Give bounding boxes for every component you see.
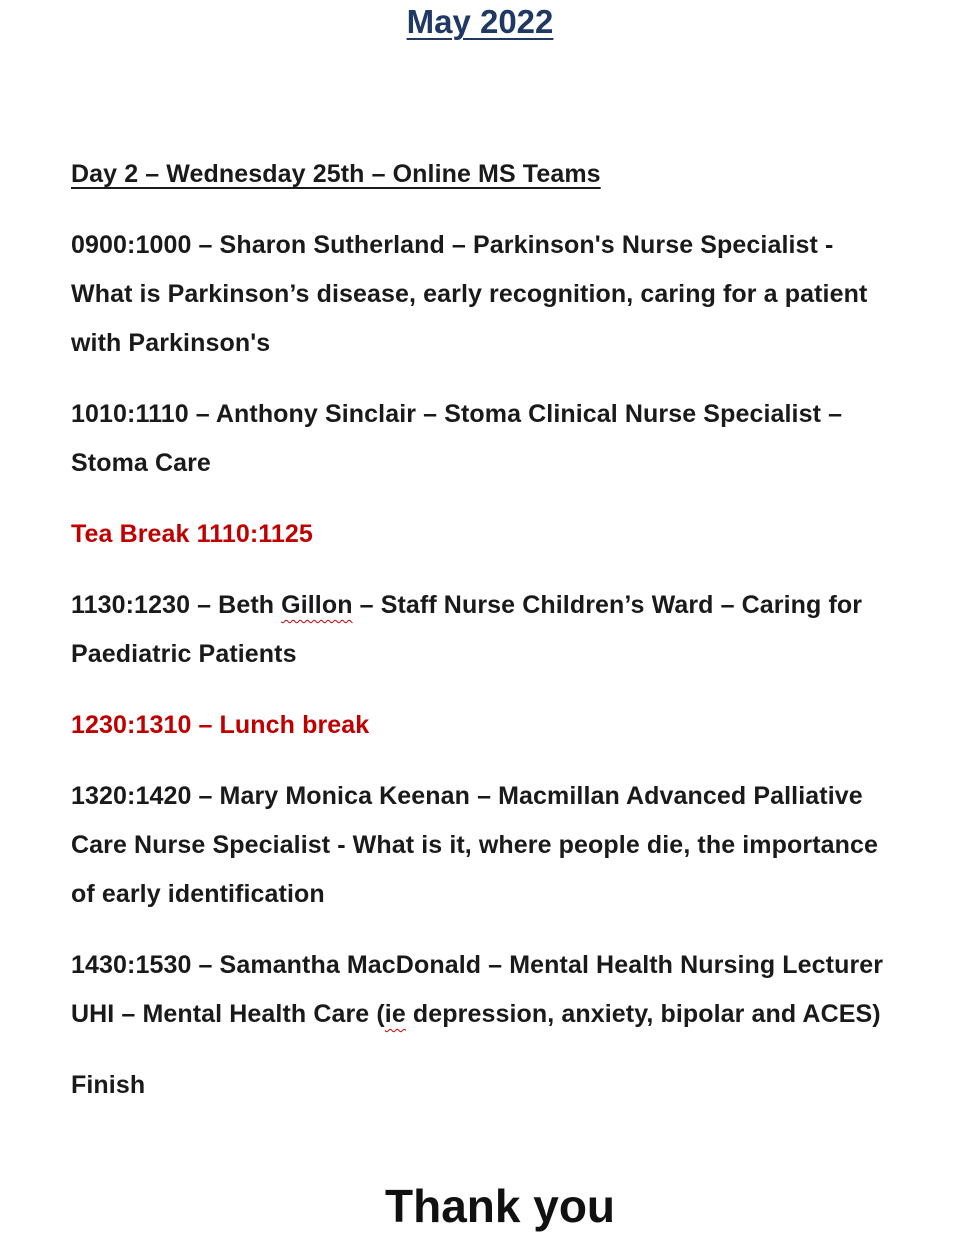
entry-text: – Staff Nurse Children’s Ward – Caring for Paediatric Patients: [71, 591, 863, 668]
page-title: May 2022: [406, 3, 554, 40]
schedule-entry-keenan: 1320:1420 – Mary Monica Keenan – Macmillan Advanced Palliative Care Nurse Specialist - What is it, where people die, the importance of early identification: [71, 782, 879, 908]
schedule: [71, 150, 901, 1110]
schedule-entry-gillon: [71, 581, 901, 679]
spellcheck-flagged-word: ie: [384, 1000, 406, 1028]
spellcheck-flagged-word: Gillon: [281, 591, 353, 619]
lunch-break: 1230:1310 – Lunch break: [71, 711, 370, 739]
finish-label: Finish: [71, 1071, 146, 1099]
tea-break: Tea Break 1110:1125: [71, 520, 313, 548]
entry-text: depression, anxiety, bipolar and ACES): [405, 1000, 881, 1028]
schedule-entry-sutherland: 0900:1000 – Sharon Sutherland – Parkinson's Nurse Specialist - What is Parkinson’s disease, early recognition, caring for a patient with Parkinson's: [71, 231, 868, 357]
entry-text: 1430:1530 – Samantha MacDonald – Mental Health Nursing Lecturer UHI – Mental Health Care (: [71, 951, 884, 1028]
entry-text: 1130:1230 – Beth: [71, 591, 282, 619]
schedule-entry-macdonald: [71, 941, 901, 1039]
closing-heading-partial: Thank you: [385, 1180, 616, 1232]
schedule-entry-sinclair: 1010:1110 – Anthony Sinclair – Stoma Clinical Nurse Specialist – Stoma Care: [71, 400, 843, 477]
day-heading: Day 2 – Wednesday 25th – Online MS Teams: [71, 160, 601, 188]
